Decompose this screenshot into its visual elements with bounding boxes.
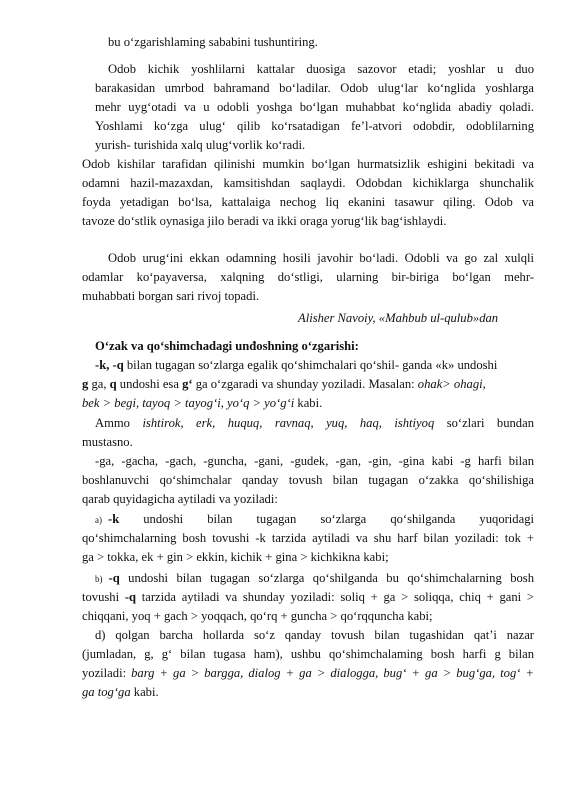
item-d-line: yoziladi: barg + ga > bargga, dialog + ga > dialogga, bug‘ + ga > bug‘ga, tog‘ + <box>82 666 534 680</box>
para1-line: Yoshlami ko‘zga ulug‘ qilib ko‘rsatadigan fe’l-atvori odobdir, odoblilarning <box>95 119 534 133</box>
rule1-line: g ga, q undoshi esa g‘ ga o‘zgaradi va shunday yoziladi. Masalan: ohak> ohagi, <box>82 377 486 391</box>
attribution: Alisher Navoiy, «Mahbub ul-qulub»dan <box>298 311 499 325</box>
para2-line: foyda yetadigan bo‘lsa, kattalaiga nechog liq ekanini tasawur qiling. Odob va <box>82 195 534 209</box>
item-b-marker: b) <box>95 574 103 584</box>
rule1-line: bek > begi, tayoq > tayog‘i, yo‘q > yo‘g‘i kabi. <box>82 396 323 410</box>
rule1-line: -k, -q bilan tugagan so‘zlarga egalik qo‘shimchalari qo‘shil- ganda «k» undoshi <box>95 358 498 372</box>
ammo-line: Ammo ishtirok, erk, huquq, ravnaq, yuq, haq, ishtiyoq so‘zlari bundan <box>95 416 534 430</box>
item-a-marker: a) <box>95 515 102 525</box>
item-a-line: ga > tokka, ek + gin > ekkin, kichik + gina > kichkikna kabi; <box>82 550 389 564</box>
ammo-line: mustasno. <box>82 435 133 449</box>
para1-line: barakasidan umrbod bahramand bo‘ladilar. Odob ulug‘lar ko‘nglida yoshlarga <box>95 81 534 95</box>
item-b-line: chiqqani, yoq + gach > yoqqach, qo‘rq + guncha > qo‘rqquncha kabi; <box>82 609 433 623</box>
ga-line: -ga, -gacha, -gach, -guncha, -gani, -gudek, -gan, -gin, -gina kabi -g harfi bilan <box>95 454 534 468</box>
para2-line: odamni hazil-mazaxdan, kamsitishdan saqlaydi. Odobdan kichiklarga shunchalik <box>82 176 534 190</box>
para2-line: Odob kishilar tarafidan qilinishi mumkin bo‘lgan hurmatsizlik eshigini bekitadi va <box>82 157 534 171</box>
item-a-line: a) -k undoshi bilan tugagan so‘zlarga qo‘shilganda yuqoridagi <box>95 512 534 526</box>
para3-line: odamlar ko‘payaversa, xalqning do‘stligi, ularning bir-biriga bo‘lgan mehr- <box>82 270 534 284</box>
para1-line: yurish- turishida xalq ulug‘vorlik ko‘radi. <box>95 138 306 152</box>
item-b-line: b) -q undoshi bilan tugagan so‘zlarga qo‘shilganda bu qo‘shimchalarning bosh <box>95 571 534 585</box>
para1-line: Odob kichik yoshlilarni kattalar duosiga sazovor etadi; yoshlar u duo <box>108 62 534 76</box>
item-d-line: d) qolgan barcha hollarda so‘z qanday tovush bilan tugashidan qat’i nazar <box>95 628 534 642</box>
para1-line: mehr uyg‘otadi va u odobli yoshga bo‘lgan muhabbat ko‘nglida abadiy qoladi. <box>95 100 534 114</box>
section-heading: O‘zak va qo‘shimchadagi unđoshning o‘zgarishi: <box>95 339 359 353</box>
para3-line: Odob urug‘ini ekkan odamning hosili javohir bo‘ladi. Odobli va go zal xulqli <box>108 251 534 265</box>
ga-line: boshlanuvchi qo‘shimchalar qanday tovush bilan tugagan o‘zakka qo‘shilishiga <box>82 473 534 487</box>
item-b-line: tovushi -q tarzida aytiladi va shunday yoziladi: soliq + ga > soliqqa, chiq + gani > <box>82 590 534 604</box>
para3-line: muhabbati borgan sari rivoj topadi. <box>82 289 260 303</box>
top-line: bu o‘zgarishlaming sababini tushuntiring. <box>108 35 318 49</box>
item-d-line: (jumladan, g, g‘ bilan tugasa ham), ushbu qo‘shimchalaming bosh harfi g bilan <box>82 647 534 661</box>
ga-line: qarab quyidagicha aytiladi va yoziladi: <box>82 492 278 506</box>
rule1-marker: -k, -q <box>95 358 124 372</box>
para2-line: tavoze do‘stlik oynasiga jilo beradi va ikki oraga yorug‘lik bag‘ishlaydi. <box>82 214 447 228</box>
item-d-line: ga tog‘ga kabi. <box>82 685 159 699</box>
item-a-line: qo‘shimchalarning bosh tovushi -k tarzida aytiladi va shu harf bilan yoziladi: tok + <box>82 531 534 545</box>
